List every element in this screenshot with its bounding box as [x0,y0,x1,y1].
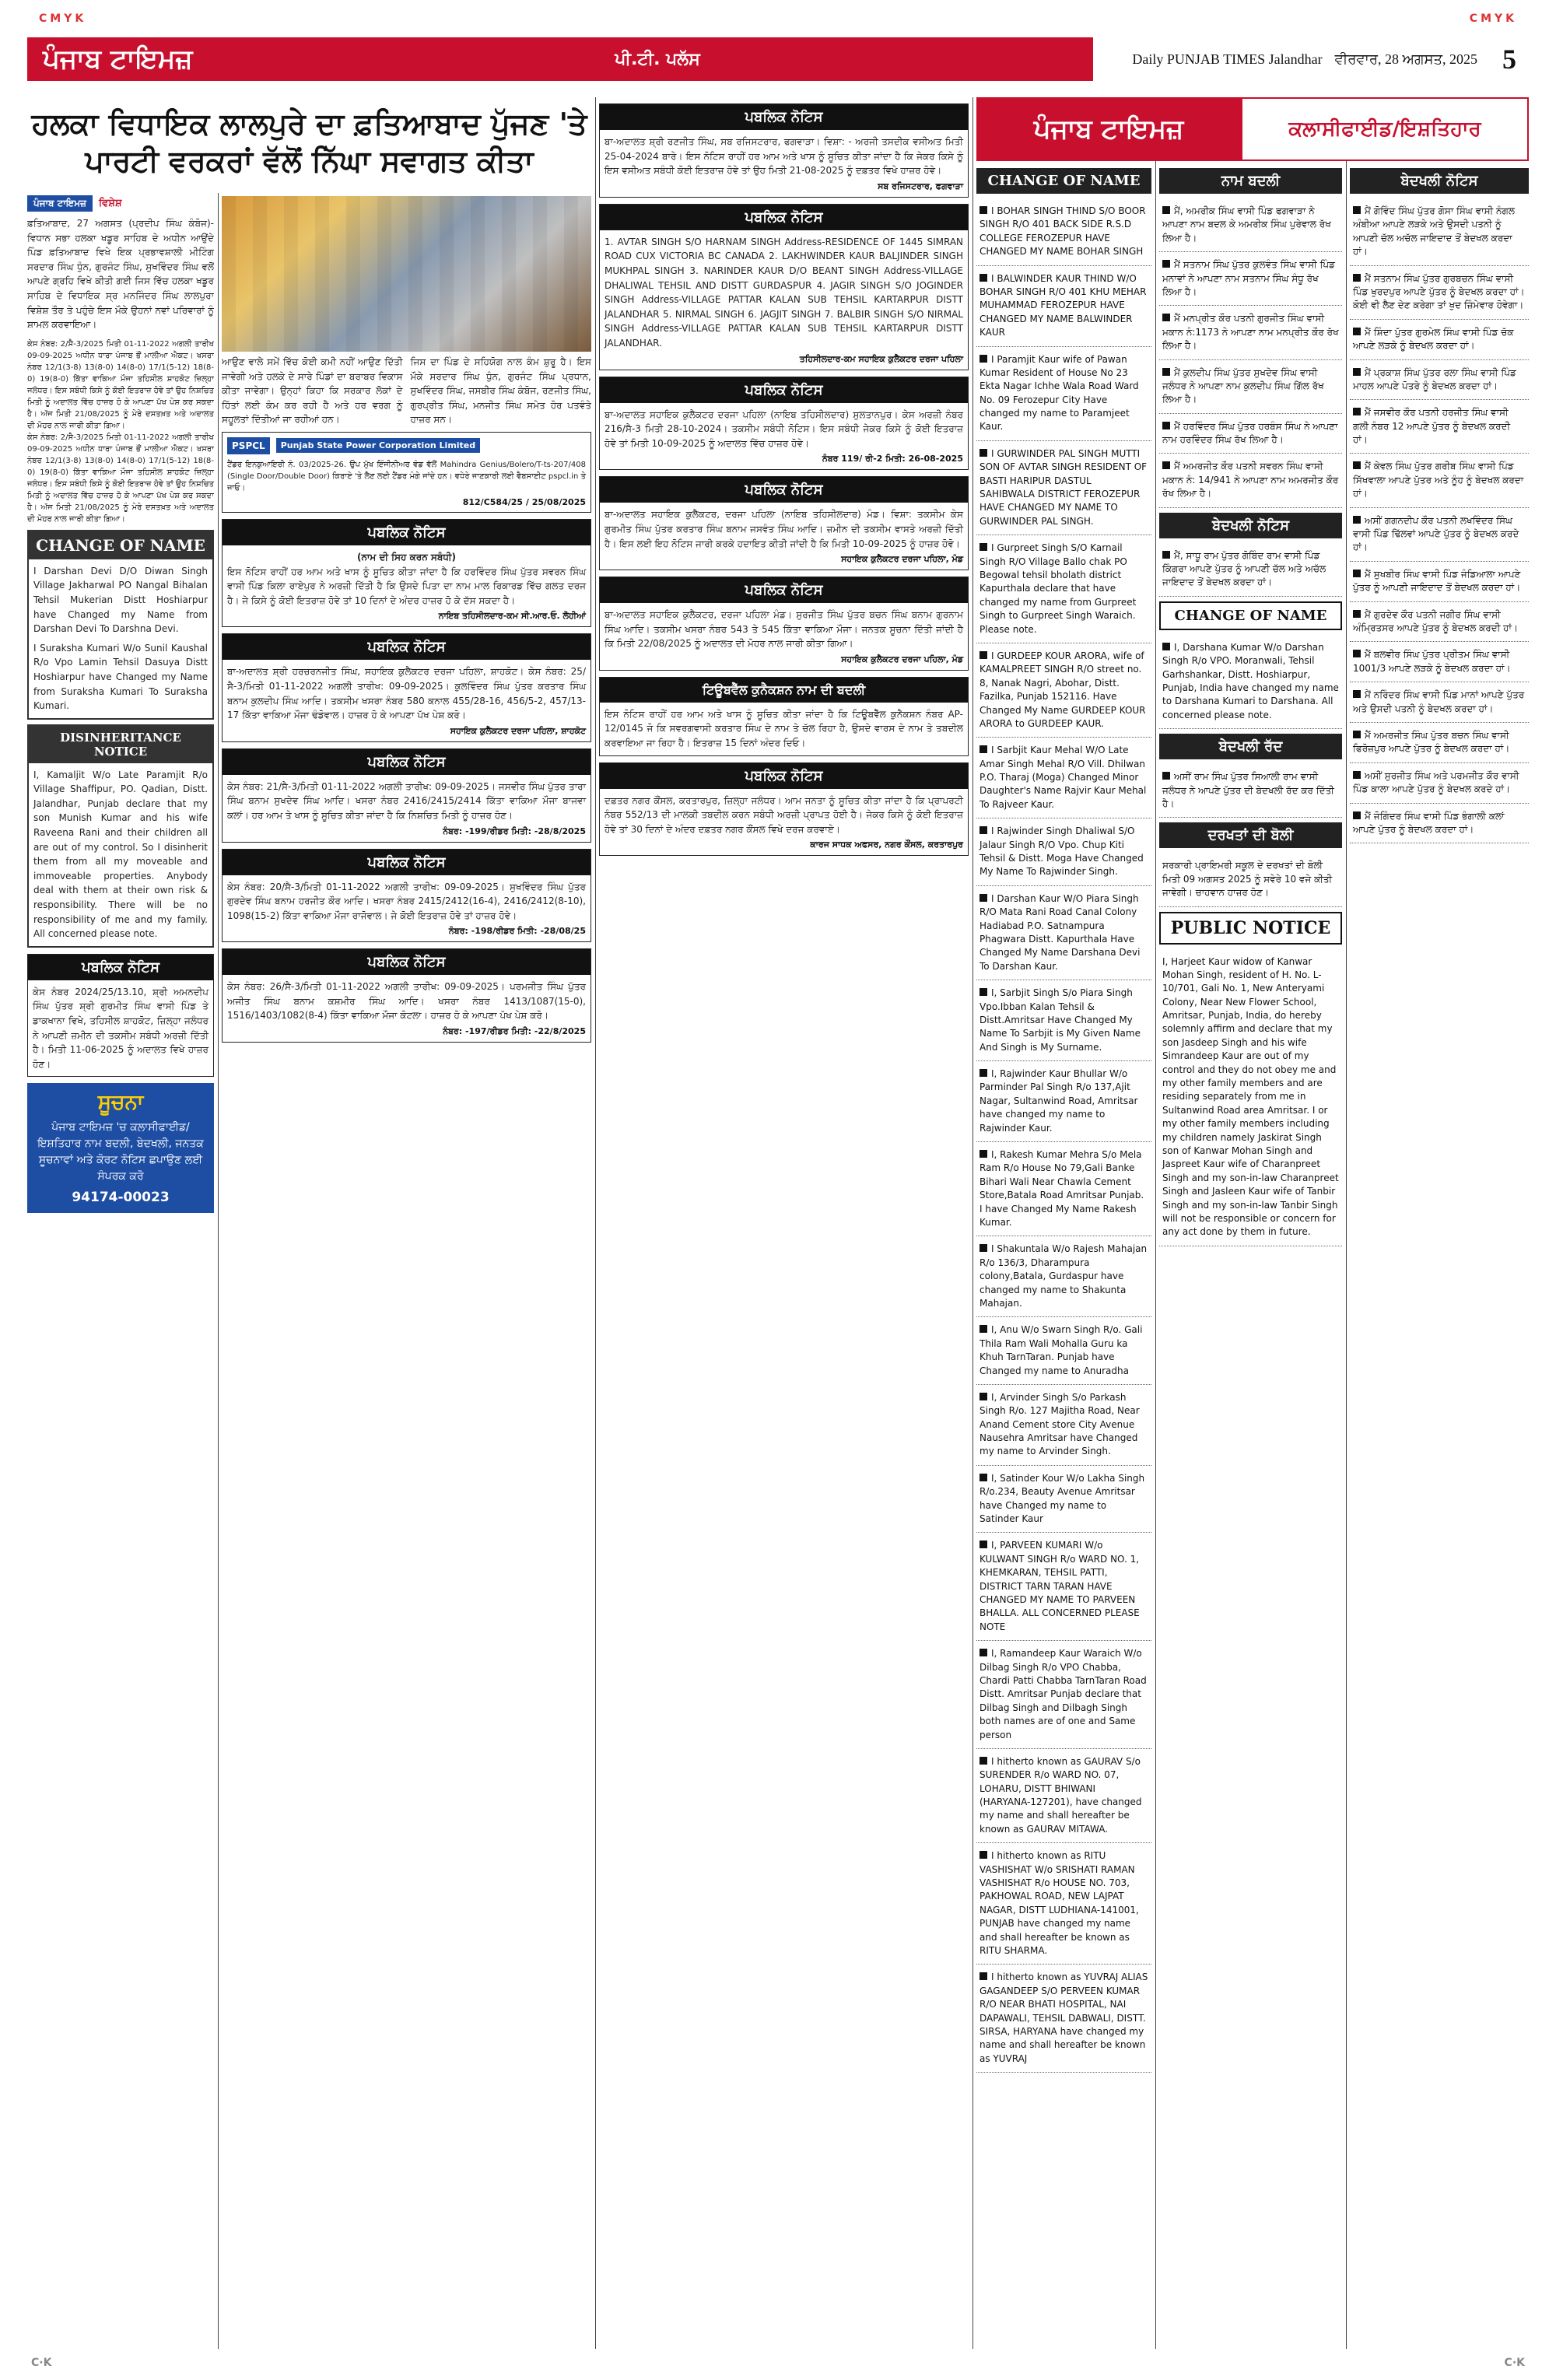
classified-entry [976,266,1151,347]
classified-entry [1159,764,1342,818]
classified-entry [1159,360,1342,414]
public-notice-title: ਪਬਲਿਕ ਨੋਟਿਸ [600,763,968,789]
bullet-icon [980,1649,987,1656]
bullet-icon [980,1069,987,1077]
classified-entry-text: I GURDEEP KOUR ARORA, wife of KAMALPREET SINGH R/O street no. 8, Nanak Nagri, Abohar, Distt. Fazilka, Punjab 152116. Have Changed My Name GURDEEP KOUR ARORA to GURDEEP KAUR. [980,650,1146,729]
classified-entry-text: ਮੈਂ, ਸਾਧੂ ਰਾਮ ਪੁੱਤਰ ਗੋਬਿੰਦ ਰਾਮ ਵਾਸੀ ਪਿੰਡ ਕਿੰਗਰਾ ਆਪਣੇ ਪੁੱਤਰ ਨੂੰ ਆਪਣੀ ਚੱਲ ਅਤੇ ਅਚੱਲ ਜਾਇਦਾਦ ਤੋਂ ਬੇਦਖਲ ਕਰਦਾ ਹਾਂ। [1162,549,1326,588]
registration-mark-right: CMYK [1469,12,1517,25]
bullet-icon [980,1474,987,1481]
bullet-icon [1162,772,1170,780]
bullet-icon [980,1244,987,1252]
classified-entry [976,886,1151,980]
classified-entry-text: I Darshan Kaur W/O Piara Singh R/O Mata Rani Road Canal Colony Hadiabad P.O. Satnampura Phagwara Distt. Kapurthala Have Changed My Name Darshana Devi To Darshan Kaur. [980,892,1141,972]
public-notice-title: ਪਬਲਿਕ ਨੋਟਿਸ [600,205,968,230]
bullet-icon [1353,206,1361,214]
classified-entry [976,347,1151,441]
byline-tag: ਪੰਜਾਬ ਟਾਇਮਜ਼ [27,195,93,212]
bullet-icon [980,543,987,551]
public-notice-body: ਬਾ-ਅਦਾਲਤ ਸਹਾਇਕ ਕੁਲੈਕਟਰ ਦਰਜਾ ਪਹਿਲਾ (ਨਾਇਬ ਤਹਿਸੀਲਦਾਰ) ਸੁਲਤਾਨਪੁਰ। ਕੇਸ ਅਰਜ਼ੀ ਨੰਬਰ 216/ਸੈ-3 ਮਿਤੀ 28-10-2024। ਤਕਸੀਮ ਸਬੰਧੀ ਨੋਟਿਸ। ਇਸ ਸਬੰਧੀ ਜੇਕਰ ਕਿਸੇ ਨੂੰ ਕੋਈ ਇਤਰਾਜ਼ ਹੋਵੇ ਤਾਂ ਮਿਤੀ 10-09-2025 ਨੂੰ ਅਦਾਲਤ ਵਿੱਚ ਹਾਜ਼ਰ ਹੋਵੇ। [605,408,963,449]
classified-entry-text: ਮੈਂ ਕੁਲਦੀਪ ਸਿੰਘ ਪੁੱਤਰ ਸੁਖਦੇਵ ਸਿੰਘ ਵਾਸੀ ਜਲੰਧਰ ਨੇ ਆਪਣਾ ਨਾਮ ਕੁਲਦੀਪ ਸਿੰਘ ਗਿੱਲ ਰੱਖ ਲਿਆ ਹੈ। [1162,366,1324,405]
bedakhli-heading: ਬੇਦਖਲੀ ਨੋਟਿਸ [1159,513,1342,538]
bullet-icon [1162,461,1170,469]
lead-body-1: ਫ਼ਤਿਆਬਾਦ, 27 ਅਗਸਤ (ਪ੍ਰਦੀਪ ਸਿੰਘ ਕੰਬੋਜ)- ਵਿਧਾਨ ਸਭਾ ਹਲਕਾ ਖਡੂਰ ਸਾਹਿਬ ਦੇ ਅਧੀਨ ਆਉਂਦੇ ਪਿੰਡ ਫ਼ਤਿਆਬਾਦ ਵਿਖੇ ਇਕ ਪ੍ਰਭਾਵਸ਼ਾਲੀ ਮੀਟਿੰਗ ਸਰਦਾਰ ਸਿੰਘ ਧੁੰਨ, ਗੁਰਜੰਟ ਸਿੰਘ, ਸੁਖਵਿੰਦਰ ਸਿੰਘ ਵਲੋਂ ਆਪਣੇ ਗ੍ਰਹਿ ਵਿਖੇ ਕੀਤੀ ਗਈ ਜਿਸ ਵਿੱਚ ਹਲਕਾ ਖਡੂਰ ਸਾਹਿਬ ਦੇ ਵਿਧਾਇਕ ਸ੍ਰ ਮਨਜਿੰਦਰ ਸਿੰਘ ਲਾਲਪੁਰਾ ਵਿਸ਼ੇਸ਼ ਤੌਰ ਤੇ ਪਹੁੰਚੇ ਇਸ ਮੌਕੇ ਉਹਨਾਂ ਨਵਾਂ ਪਰਿਵਾਰਾਂ ਨੂੰ ਸ਼ਾਮਲ ਕਰਵਾਇਆ। [27,218,214,331]
public-notice-signature: ਨੰਬਰ 119/ ਰੀ-2 ਮਿਤੀ: 26-08-2025 [822,454,963,464]
classified-entry [1350,562,1529,602]
bullet-icon [1162,551,1170,559]
public-notice-signature: ਸਹਾਇਕ ਕੁਲੈਕਟਰ ਦਰਜਾ ਪਹਿਲਾ, ਸ਼ਾਹਕੋਟ [450,725,586,736]
bullet-icon [1353,811,1361,819]
lead-body-2: ਆਉਣ ਵਾਲੇ ਸਮੇਂ ਵਿੱਚ ਕੋਈ ਕਮੀ ਨਹੀਂ ਆਉਣ ਦਿੱਤੀ ਜਾਵੇਗੀ ਅਤੇ ਹਲਕੇ ਦੇ ਸਾਰੇ ਪਿੰਡਾਂ ਦਾ ਬਰਾਬਰ ਵਿਕਾਸ ਕੀਤਾ ਜਾਵੇਗਾ। ਉਨ੍ਹਾਂ ਕਿਹਾ ਕਿ ਸਰਕਾਰ ਲੋਕਾਂ ਦੇ ਹਿੱਤਾਂ ਲਈ ਕੰਮ ਕਰ ਰਹੀ ਹੈ ਅਤੇ ਹਰ ਵਰਗ ਨੂੰ ਸਹੂਲਤਾਂ ਦਿੱਤੀਆਂ ਜਾ ਰਹੀਆਂ ਹਨ। [222,356,403,426]
public-notice [222,519,591,627]
public-notice [599,577,969,671]
classified-entry-text: I, Satinder Kour W/o Lakha Singh R/o.234, Beauty Avenue Amritsar have Changed my name to Satinder Kaur [980,1472,1145,1525]
tree-auction-heading: ਦਰਖਤਾਂ ਦੀ ਬੋਲੀ [1159,822,1342,848]
tubewell-notice-body: ਇਸ ਨੋਟਿਸ ਰਾਹੀਂ ਹਰ ਆਮ ਅਤੇ ਖਾਸ ਨੂੰ ਸੂਚਿਤ ਕੀਤਾ ਜਾਂਦਾ ਹੈ ਕਿ ਟਿਊਬਵੈੱਲ ਕੁਨੈਕਸ਼ਨ ਨੰਬਰ AP-12/0145 ਜੋ ਕਿ ਸਵਰਗਵਾਸੀ ਕਰਤਾਰ ਸਿੰਘ ਦੇ ਨਾਮ ਤੇ ਚੱਲ ਰਿਹਾ ਹੈ, ਉਸਦੇ ਵਾਰਸ ਦੇ ਨਾਮ ਤੇ ਤਬਦੀਲ ਕਰਵਾਇਆ ਜਾ ਰਿਹਾ ਹੈ। ਇਤਰਾਜ਼ 15 ਦਿਨਾਂ ਅੰਦਰ ਦਿਓ। [605,708,963,749]
bullet-icon [980,1150,987,1158]
public-notice-signature: ਕਾਰਜ ਸਾਧਕ ਅਫਸਰ, ਨਗਰ ਕੌਂਸਲ, ਕਰਤਾਰਪੁਰ [810,839,963,850]
classified-entry-text: ਮੈਂ ਸਤਨਾਮ ਸਿੰਘ ਪੁੱਤਰ ਕੁਲਵੰਤ ਸਿੰਘ ਵਾਸੀ ਪਿੰਡ ਮਨਾਵਾਂ ਨੇ ਆਪਣਾ ਨਾਮ ਸਤਨਾਮ ਸਿੰਘ ਸੰਧੂ ਰੱਖ ਲਿਆ ਹੈ। [1162,259,1335,297]
classified-entry [1350,642,1529,682]
masthead [27,37,1529,81]
public-notice-subtitle: (ਨਾਮ ਦੀ ਸਿਹ ਕਰਨ ਸਬੰਧੀ) [356,551,457,563]
bullet-icon [1353,771,1361,779]
byline-tag-special: ਵਿਸ਼ੇਸ਼ [98,198,122,209]
classified-entry [976,1236,1151,1317]
classified-entry [1350,454,1529,507]
classified-entry [1159,454,1342,507]
pspcl-tender-ad [222,432,591,513]
info-title: ਸੂਚਨਾ [97,1091,144,1115]
classified-entry-text: I BALWINDER KAUR THIND W/O BOHAR SINGH R/O 401 KHU MEHAR MUHAMMAD FEROZEPUR HAVE CHANGED MY NAME BALWINDER KAUR [980,272,1147,338]
masthead-meta [1093,37,1529,81]
byline [27,195,214,212]
bedakhli-list [1350,198,1529,843]
classified-logo: ਪੰਜਾਬ ਟਾਇਮਜ਼ [976,97,1241,161]
classified-entry [1350,763,1529,804]
change-of-name-box [27,530,214,720]
bullet-icon [980,1757,987,1765]
public-notice-body: ਇਸ ਨੋਟਿਸ ਰਾਹੀਂ ਹਰ ਆਮ ਅਤੇ ਖਾਸ ਨੂੰ ਸੂਚਿਤ ਕੀਤਾ ਜਾਂਦਾ ਹੈ ਕਿ ਹਰਵਿੰਦਰ ਸਿੰਘ ਪੁੱਤਰ ਸਵਰਨ ਸਿੰਘ ਵਾਸੀ ਪਿੰਡ ਕਿਲਾ ਰਾਏਪੁਰ ਨੇ ਅਰਜ਼ੀ ਦਿੱਤੀ ਹੈ ਕਿ ਉਸਦੇ ਪਿਤਾ ਦਾ ਨਾਮ ਮਾਲ ਰਿਕਾਰਡ ਵਿੱਚ ਗਲਤ ਦਰਜ ਹੈ। ਜੇ ਕਿਸੇ ਨੂੰ ਕੋਈ ਇਤਰਾਜ਼ ਹੋਵੇ ਤਾਂ 10 ਦਿਨਾਂ ਦੇ ਅੰਦਰ ਹਾਜ਼ਰ ਹੋ ਕੇ ਦੱਸ ਸਕਦਾ ਹੈ। [227,566,586,606]
classified-entry-text: I, Darshana Kumar W/o Darshan Singh R/o VPO. Moranwali, Tehsil Garhshankar, Distt. Hoshiarpur, Punjab, India have changed my name to Darshana Kumari to Darshana. All concerned please note. [1162,641,1339,720]
classified-entry [1159,414,1342,454]
public-notice [222,633,591,741]
classified-title: ਕਲਾਸੀਫਾਈਡ/ਇਸ਼ਤਿਹਾਰ [1241,97,1529,161]
bullet-icon [1162,368,1170,376]
classified-entry-text: ਮੈਂ ਮਨਪ੍ਰੀਤ ਕੌਰ ਪਤਨੀ ਗੁਰਜੀਤ ਸਿੰਘ ਵਾਸੀ ਮਕਾਨ ਨੰ:1173 ਨੇ ਆਪਣਾ ਨਾਮ ਮਨਪ੍ਰੀਤ ਕੌਰ ਰੱਖ ਲਿਆ ਹੈ। [1162,313,1339,352]
public-notice [222,849,591,943]
public-notice-signature: ਨੰਬਰ: -197/ਰੀਡਰ ਮਿਤੀ: -22/8/2025 [443,1026,586,1037]
classified-entry-text: ਅਸੀਂ ਰਾਮ ਸਿੰਘ ਪੁੱਤਰ ਸਿਆਲੀ ਰਾਮ ਵਾਸੀ ਜਲੰਧਰ ਨੇ ਆਪਣੇ ਪੁੱਤਰ ਦੀ ਬੇਦਖਲੀ ਰੱਦ ਕਰ ਦਿੱਤੀ ਹੈ। [1162,771,1334,809]
public-notice-body: ਕੇਸ ਨੰਬਰ: 21/ਸੈ-3/ਮਿਤੀ 01-11-2022 ਅਗਲੀ ਤਾਰੀਖ: 09-09-2025। ਜਸਵੀਰ ਸਿੰਘ ਪੁੱਤਰ ਤਾਰਾ ਸਿੰਘ ਬਨਾਮ ਸੁਖਦੇਵ ਸਿੰਘ ਆਦਿ। ਖਸਰਾ ਨੰਬਰ 2416/2415/2414 ਕਿੱਤਾ ਵਾਕਿਆ ਮੌਜਾ ਬਾਜਵਾ ਕਲਾਂ। ਹਰ ਆਮ ਤੇ ਖਾਸ ਨੂੰ ਸੂਚਿਤ ਕੀਤਾ ਜਾਂਦਾ ਹੈ ਕਿ ਨਿਸ਼ਚਿਤ ਮਿਤੀ ਨੂੰ ਹਾਜ਼ਰ ਹੋਣ। [227,780,586,821]
classified-entry [976,535,1151,643]
change-of-name-entry: I Darshan Devi D/O Diwan Singh Village Jakharwal PO Nangal Bihalan Tehsil Mukerian Distt Hoshiarpur have Changed my Name from Darshan Devi To Darshna Devi. [33,565,208,635]
classified-entry [976,1965,1151,2073]
pspcl-logo-mark: PSPCL [227,437,270,454]
bullet-icon [1353,610,1361,618]
classified-entry [976,1061,1151,1142]
classified-entry-text: I BOHAR SINGH THIND S/O BOOR SINGH R/O 401 BACK SIDE R.S.D COLLEGE FEROZEPUR HAVE CHANGED MY NAME BOHAR SINGH [980,205,1146,258]
public-notice [222,748,591,843]
bullet-icon [1353,274,1361,282]
classified-entry [976,198,1151,266]
classified-entry [1350,198,1529,266]
classified-entry [976,1843,1151,1965]
classified-entry-text: ਮੈਂ ਸੁਖਬੀਰ ਸਿੰਘ ਵਾਸੀ ਪਿੰਡ ਜੰਡਿਆਲਾ ਆਪਣੇ ਪੁੱਤਰ ਨੂੰ ਆਪਣੀ ਜਾਇਦਾਦ ਤੋਂ ਬੇਦਖਲ ਕਰਦਾ ਹਾਂ। [1353,568,1521,594]
public-notice-title: ਪਬਲਿਕ ਨੋਟਿਸ [223,520,591,545]
contact-info-box [27,1083,214,1213]
bullet-icon [980,1851,987,1859]
public-notice-body: I, Harjeet Kaur widow of Kanwar Mohan Singh, resident of H. No. L-10/701, Gali No. 1, New Anteryami Colony, Near New Flower School, Amritsar, Punjab, India, do hereby solemnly affirm and declare that my son Jasdeep Singh and his wife Simrandeep Kaur are out of my control and they do not obey me and my other family members and are residing separately from me in Sultanwind Road area Amritsar. I or my other family members including my children namely Jaskirat Singh son of Kanwar Mohan Singh and Jaspreet Kaur wife of Charanpreet Singh and my son-in-law Charanpreet Singh and Jasleen Kaur wife of Tanbir Singh and my son-in-law Tanbir Singh will not be responsible or concern for any act done by them in future. [1159,949,1342,1246]
bullet-icon [1353,650,1361,657]
bullet-icon [1162,314,1170,321]
page-number: 5 [1502,44,1516,75]
public-notice [599,377,969,471]
classified-entry [1350,602,1529,643]
public-notice-body: ਬਾ-ਅਦਾਲਤ ਸ਼੍ਰੀ ਹਰਚਰਨਜੀਤ ਸਿੰਘ, ਸਹਾਇਕ ਕੁਲੈਕਟਰ ਦਰਜਾ ਪਹਿਲਾ, ਸ਼ਾਹਕੋਟ। ਕੇਸ ਨੰਬਰ: 25/ਸੈ-3/ਮਿਤੀ 01-11-2022 ਅਗਲੀ ਤਾਰੀਖ: 09-09-2025। ਕੁਲਵਿੰਦਰ ਸਿੰਘ ਪੁੱਤਰ ਕਰਤਾਰ ਸਿੰਘ ਬਨਾਮ ਕੁਲਦੀਪ ਸਿੰਘ ਆਦਿ। ਤਕਸੀਮ ਖਸਰਾ ਨੰਬਰ 580 ਕਨਾਲ 455/28-16, 456/5-2, 457/13-17 ਕਿੱਤਾ ਵਾਕਿਆ ਮੌਜਾ ਢੰਡੋਵਾਲ। ਹਾਜ਼ਰ ਹੋ ਕੇ ਆਪਣਾ ਪੱਖ ਪੇਸ਼ ਕਰੋ। [227,666,586,721]
tubewell-notice [599,677,969,756]
column-4 [976,163,1151,2349]
public-notice-signature: ਨਾਇਬ ਤਹਿਸੀਲਦਾਰ-ਕਮ ਸੀ.ਆਰ.ਓ. ਲੋਹੀਆਂ [438,611,586,622]
classified-entry [976,1749,1151,1843]
public-notice-title: ਪਬਲਿਕ ਨੋਟਿਸ [600,104,968,130]
change-of-name-heading: CHANGE OF NAME [1159,601,1342,630]
public-notice-title: ਪਬਲਿਕ ਨੋਟਿਸ [600,377,968,403]
change-of-name-entry: I Suraksha Kumari W/o Sunil Kaushal R/o Vpo Lamin Tehsil Dasuya Distt Hoshiarpur have Changed my Name from Suraksha Kumari To Suraksha Kumari. [33,642,208,712]
disinheritance-title: DISINHERITANCE NOTICE [29,726,212,763]
classified-entry [1159,635,1342,729]
public-notice [599,762,969,857]
classified-header [976,97,1529,161]
bullet-icon [1162,422,1170,429]
classified-entry [976,738,1151,818]
classified-entry-text: ਮੈਂ ਕੇਵਲ ਸਿੰਘ ਪੁੱਤਰ ਗਰੀਬ ਸਿੰਘ ਵਾਸੀ ਪਿੰਡ ਸਿੱਖਵਾਲਾ ਆਪਣੇ ਪੁੱਤਰ ਅਤੇ ਨੂੰਹ ਨੂੰ ਬੇਦਖਲ ਕਰਦਾ ਹਾਂ। [1353,461,1524,499]
bullet-icon [980,745,987,753]
news-photo [222,196,591,352]
bullet-icon [980,651,987,659]
column-1 [27,191,214,2349]
column-rule [972,97,973,2349]
column-3 [599,97,969,2349]
public-notice-body: ਬਾ-ਅਦਾਲਤ ਸਹਾਇਕ ਕੁਲੈਕਟਰ, ਦਰਜਾ ਪਹਿਲਾ ਮੰਡ। ਸੁਰਜੀਤ ਸਿੰਘ ਪੁੱਤਰ ਬਚਨ ਸਿੰਘ ਬਨਾਮ ਗੁਰਨਾਮ ਸਿੰਘ ਆਦਿ। ਤਕਸੀਮ ਖਸਰਾ ਨੰਬਰ 543 ਤੇ 545 ਕਿੱਤਾ ਵਾਕਿਆ ਮੌਜਾ। ਜਨਤਕ ਸੂਚਨਾ ਦਿੱਤੀ ਜਾਂਦੀ ਹੈ ਕਿ ਮਿਤੀ 22/08/2025 ਨੂੰ ਅਦਾਲਤ ਦੀ ਮੋਹਰ ਨਾਲ ਜਾਰੀ ਕੀਤਾ ਗਿਆ। [605,609,963,650]
classified-entry-text: ਅਸੀਂ ਸੁਰਜੀਤ ਸਿੰਘ ਅਤੇ ਪਰਮਜੀਤ ਕੌਰ ਵਾਸੀ ਪਿੰਡ ਕਾਲਾ ਆਪਣੇ ਪੁੱਤਰ ਨੂੰ ਬੇਦਖਲ ਕਰਦੇ ਹਾਂ। [1353,769,1519,795]
bullet-icon [980,355,987,363]
tree-auction-body: ਸਰਕਾਰੀ ਪ੍ਰਾਇਮਰੀ ਸਕੂਲ ਦੇ ਦਰਖਤਾਂ ਦੀ ਬੋਲੀ ਮਿਤੀ 09 ਅਗਸਤ 2025 ਨੂੰ ਸਵੇਰੇ 10 ਵਜੇ ਕੀਤੀ ਜਾਵੇਗੀ। ਚਾਹਵਾਨ ਹਾਜ਼ਰ ਹੋਣ। [1159,853,1342,906]
column-5 [1159,163,1342,2349]
classified-entry [1350,508,1529,562]
classified-entry [1350,360,1529,401]
public-notice-title: ਪਬਲਿਕ ਨੋਟਿਸ [223,749,591,775]
classified-entry [1159,252,1342,306]
column-6 [1350,163,1529,2349]
bullet-icon [1162,260,1170,268]
classified-entry-text: I hitherto known as YUVRAJ ALIAS GAGANDEEP S/O PERVEEN KUMAR R/O NEAR BHATI HOSPITAL, NAI DAPAWALI, TEHSIL DABWALI, DISTT. SIRSA, HARYANA have changed my name and shall hereafter be known as YUVRAJ [980,1972,1148,2064]
bullet-icon [980,1541,987,1548]
public-notice-signature: ਨੰਬਰ: -199/ਰੀਡਰ ਮਿਤੀ: -28/8/2025 [443,825,586,836]
public-notice [222,948,591,1043]
bullet-icon [1353,731,1361,738]
public-notice-title: ਪਬਲਿਕ ਨੋਟਿਸ [223,949,591,975]
classified-entry-text: I, Rakesh Kumar Mehra S/o Mela Ram R/o House No 79,Gali Banke Bihari Wali Near Chawla Cement Store,Batala Road Amritsar Punjab. I have Changed My Name Rakesh Kumar. [980,1149,1144,1228]
classified-entry-text: I Gurpreet Singh S/O Karnail Singh R/O Village Ballo chak PO Begowal tehsil bholath district Kapurthala declare that have changed my name from Gurpreet Singh to Gurpreet Singh Waraich. Please note. [980,542,1137,635]
bedakhli-list [1159,543,1342,597]
classified-entry-text: I, Anu W/o Swarn Singh R/o. Gali Thila Ram Wali Mohalla Guru ka Khuh TarnTaran. Punjab have Changed my name to Anuradha [980,1324,1143,1376]
classified-entry [1350,682,1529,723]
change-of-name-heading: CHANGE OF NAME [976,168,1151,194]
public-notice-title: ਪਬਲਿਕ ਨੋਟਿਸ [600,477,968,503]
bedakhli-radd-list [1159,764,1342,818]
classified-entry [976,980,1151,1061]
bullet-icon [980,826,987,834]
public-notice [27,954,214,1078]
lead-headline: ਹਲਕਾ ਵਿਧਾਇਕ ਲਾਲਪੁਰੇ ਦਾ ਫ਼ਤਿਆਬਾਦ ਪੁੱਜਣ 'ਤੇ ਪਾਰਟੀ ਵਰਕਰਾਂ ਵੱਲੋਂ ਨਿੱਘਾ ਸਵਾਗਤ ਕੀਤਾ [31,106,587,178]
bullet-icon [980,274,987,282]
column-2 [222,193,591,2349]
classified-entry [976,1317,1151,1385]
public-notice-signature: ਸਬ ਰਜਿਸਟਰਾਰ, ਫਗਵਾੜਾ [878,181,963,191]
classified-entry-text: I Rajwinder Singh Dhaliwal S/O Jalaur Singh R/O Vpo. Chup Kiti Tehsil & Distt. Moga Have Changed My Name To Rajwinder Singh. [980,825,1144,878]
classified-entry [1350,723,1529,763]
footer-mark-right: C·K [1504,2357,1525,2369]
classified-entry-text: ਮੈਂ ਗੁਰਦੇਵ ਕੌਰ ਪਤਨੀ ਜਗੀਰ ਸਿੰਘ ਵਾਸੀ ਅੰਮ੍ਰਿਤਸਰ ਆਪਣੇ ਪੁੱਤਰ ਨੂੰ ਬੇਦਖਲ ਕਰਦੀ ਹਾਂ। [1353,608,1518,633]
pspcl-tender-body: ਟੈਂਡਰ ਇਨਕੁਆਇਰੀ ਨੰ. 03/2025-26. ਉਪ ਮੁੱਖ ਇੰਜੀਨੀਅਰ ਵੰਡ ਵੱਲੋਂ Mahindra Genius/Bolero/T-ts-207/408 (Single Door/Double Door) ਕਿਰਾਏ 'ਤੇ ਲੈਣ ਲਈ ਟੈਂਡਰ ਮੰਗੇ ਜਾਂਦੇ ਹਨ। ਵਧੇਰੇ ਜਾਣਕਾਰੀ ਲਈ ਵੈਬਸਾਈਟ pspcl.in ਤੇ ਜਾਓ। [227,460,586,492]
issue-date: ਵੀਰਵਾਰ, 28 ਅਗਸਤ, 2025 [1334,51,1477,67]
classified-entry [1159,306,1342,359]
classified-entry-text: I hitherto known as RITU VASHISHAT W/o SRISHATI RAMAN VASHISHAT R/o HOUSE NO. 703, PAKHOWAL ROAD, NEW LAJPAT NAGAR, DISTT LUDHIANA-141001, PUNJAB have changed my name and shall hereafter be known as RITU SHARMA. [980,1850,1139,1956]
classified-entry-text: ਮੈਂ ਪ੍ਰਕਾਸ਼ ਸਿੰਘ ਪੁੱਤਰ ਰਲਾ ਸਿੰਘ ਵਾਸੀ ਪਿੰਡ ਮਾਹਲ ਆਪਣੇ ਪੋਤਰੇ ਨੂੰ ਬੇਦਖਲ ਕਰਦਾ ਹਾਂ। [1353,366,1516,391]
change-of-name-list [976,198,1151,2073]
public-notice-signature: ਸਹਾਇਕ ਕੁਲੈਕਟਰ ਦਰਜਾ ਪਹਿਲਾ, ਮੰਡ [841,554,963,565]
paper-name: Daily PUNJAB TIMES Jalandhar [1132,51,1323,67]
classified-entry [976,441,1151,535]
lead-side-notice-repeat: ਕੇਸ ਨੰਬਰ: 2/ਸੈ-3/2025 ਮਿਤੀ 01-11-2022 ਅਗਲੀ ਤਾਰੀਖ 09-09-2025 ਅਧੀਨ ਧਾਰਾ ਪੰਜਾਬ ਭੌਂ ਮਾਲੀਆ ਐਕਟ। ਖਸਰਾ ਨੰਬਰ 12/1(3-8) 13(8-0) 14(8-0) 17/1(5-12) 18(8-0) 19(8-0) ਕਿੱਤਾ ਵਾਕਿਆ ਮੌਜਾ ਤਹਿਸੀਲ ਸ਼ਾਹਕੋਟ ਜ਼ਿਲ੍ਹਾ ਜਲੰਧਰ। ਇਸ ਸਬੰਧੀ ਕਿਸੇ ਨੂੰ ਕੋਈ ਇਤਰਾਜ਼ ਹੋਵੇ ਤਾਂ ਉਹ ਨਿਸ਼ਚਿਤ ਮਿਤੀ ਨੂੰ ਅਦਾਲਤ ਵਿੱਚ ਹਾਜ਼ਰ ਹੋ ਕੇ ਆਪਣਾ ਪੱਖ ਪੇਸ਼ ਕਰ ਸਕਦਾ ਹੈ। ਅੱਜ ਮਿਤੀ 21/08/2025 ਨੂੰ ਮੇਰੇ ਦਸਤਖ਼ਤ ਅਤੇ ਅਦਾਲਤ ਦੀ ਮੋਹਰ ਨਾਲ ਜਾਰੀ ਕੀਤਾ ਗਿਆ। [27,433,214,524]
public-notice-body: ਬਾ-ਅਦਾਲਤ ਸਹਾਇਕ ਕੁਲੈਕਟਰ, ਦਰਜਾ ਪਹਿਲਾ (ਨਾਇਬ ਤਹਿਸੀਲਦਾਰ) ਮੰਡ। ਵਿਸ਼ਾ: ਤਕਸੀਮ ਕੇਸ ਗੁਰਮੀਤ ਸਿੰਘ ਪੁੱਤਰ ਕਰਤਾਰ ਸਿੰਘ ਬਨਾਮ ਜਸਵੰਤ ਸਿੰਘ ਆਦਿ। ਜ਼ਮੀਨ ਦੀ ਤਕਸੀਮ ਵਾਸਤੇ ਅਰਜ਼ੀ ਦਿੱਤੀ ਹੈ। ਇਸ ਲਈ ਇਹ ਨੋਟਿਸ ਜਾਰੀ ਕਰਕੇ ਹਦਾਇਤ ਕੀਤੀ ਜਾਂਦੀ ਹੈ ਕਿ ਮਿਤੀ 10-09-2025 ਨੂੰ ਹਾਜ਼ਰ ਹੋਵੋ। [605,509,963,549]
bullet-icon [1353,570,1361,577]
public-notice-body: ਬਾ-ਅਦਾਲਤ ਸ਼੍ਰੀ ਰਣਜੀਤ ਸਿੰਘ, ਸਬ ਰਜਿਸਟਰਾਰ, ਫਗਵਾੜਾ। ਵਿਸ਼ਾ: - ਅਰਜੀ ਤਸਦੀਕ ਵਸੀਅਤ ਮਿਤੀ 25-04-2024 ਬਾਰੇ। ਇਸ ਨੋਟਿਸ ਰਾਹੀਂ ਹਰ ਆਮ ਅਤੇ ਖਾਸ ਨੂੰ ਸੂਚਿਤ ਕੀਤਾ ਜਾਂਦਾ ਹੈ ਕਿ ਜੇਕਰ ਕਿਸੇ ਨੂੰ ਇਸ ਵਸੀਅਤ ਸਬੰਧੀ ਕੋਈ ਇਤਰਾਜ਼ ਹੋਵੇ ਤਾਂ ਉਹ ਮਿਤੀ 21-08-2025 ਨੂੰ ਦਫ਼ਤਰ ਵਿਖੇ ਹਾਜ਼ਰ ਹੋਵੇ। [605,136,963,177]
classified-entry [1350,266,1529,320]
classified-entry [1350,804,1529,844]
bullet-icon [980,1325,987,1333]
public-notice-signature: ਨੰਬਰ: -198/ਰੀਡਰ ਮਿਤੀ: -28/08/25 [448,926,586,937]
tubewell-notice-title: ਟਿਊਬਵੈੱਲ ਕੁਨੈਕਸ਼ਨ ਨਾਮ ਦੀ ਬਦਲੀ [600,678,968,703]
column-rule [595,97,596,2349]
bedakhli-radd-heading: ਬੇਦਖਲੀ ਰੱਦ [1159,734,1342,759]
public-notice-body: ਕੇਸ ਨੰਬਰ 2024/25/13.10, ਸ਼੍ਰੀ ਅਮਨਦੀਪ ਸਿੰਘ ਪੁੱਤਰ ਸ਼੍ਰੀ ਗੁਰਮੀਤ ਸਿੰਘ ਵਾਸੀ ਪਿੰਡ ਤੇ ਡਾਕਖਾਨਾ ਵਿਖੇ, ਤਹਿਸੀਲ ਸ਼ਾਹਕੋਟ, ਜ਼ਿਲ੍ਹਾ ਜਲੰਧਰ ਨੇ ਆਪਣੀ ਜ਼ਮੀਨ ਦੀ ਤਕਸੀਮ ਸਬੰਧੀ ਅਰਜ਼ੀ ਦਿੱਤੀ ਹੈ। ਮਿਤੀ 11-06-2025 ਨੂੰ ਅਦਾਲਤ ਵਿਖੇ ਹਾਜ਼ਰ ਹੋਣ। [33,986,209,1070]
public-notice-body: ਦਫ਼ਤਰ ਨਗਰ ਕੌਂਸਲ, ਕਰਤਾਰਪੁਰ, ਜ਼ਿਲ੍ਹਾ ਜਲੰਧਰ। ਆਮ ਜਨਤਾ ਨੂੰ ਸੂਚਿਤ ਕੀਤਾ ਜਾਂਦਾ ਹੈ ਕਿ ਪ੍ਰਾਪਰਟੀ ਨੰਬਰ 552/13 ਦੀ ਮਾਲਕੀ ਤਬਦੀਲ ਕਰਨ ਸਬੰਧੀ ਅਰਜ਼ੀ ਪ੍ਰਾਪਤ ਹੋਈ ਹੈ। ਜੇਕਰ ਕਿਸੇ ਨੂੰ ਕੋਈ ਇਤਰਾਜ਼ ਹੋਵੇ ਤਾਂ 30 ਦਿਨਾਂ ਦੇ ਅੰਦਰ ਦਫ਼ਤਰ ਨਗਰ ਕੌਂਸਲ ਵਿਖੇ ਦਰਜ ਕਰਵਾਏ। [605,794,963,835]
change-of-name-title: CHANGE OF NAME [29,531,212,559]
classified-entry [1350,320,1529,360]
classified-entry [976,818,1151,886]
public-notice [599,103,969,198]
classified-entry [976,1385,1151,1466]
public-notice [599,204,969,370]
classified-entry-text: ਮੈਂ ਨਰਿੰਦਰ ਸਿੰਘ ਵਾਸੀ ਪਿੰਡ ਮਾਨਾਂ ਆਪਣੇ ਪੁੱਤਰ ਅਤੇ ਉਸਦੀ ਪਤਨੀ ਨੂੰ ਬੇਦਖਲ ਕਰਦਾ ਹਾਂ। [1353,689,1525,714]
masthead-section: ਪੀ.ਟੀ. ਪਲੱਸ [222,37,1093,81]
classified-entry-text: I, Arvinder Singh S/o Parkash Singh R/o. 127 Majitha Road, Near Anand Cement store City Avenue Nausehra Amritsar have Changed my name to Arvinder Singh. [980,1391,1140,1457]
public-notice [599,476,969,570]
classified-entry [976,1466,1151,1534]
classified-entry-text: ਮੈਂ ਜੋਗਿੰਦਰ ਸਿੰਘ ਵਾਸੀ ਪਿੰਡ ਭੰਗਾਲੀ ਕਲਾਂ ਆਪਣੇ ਪੁੱਤਰ ਨੂੰ ਬੇਦਖਲ ਕਰਦਾ ਹਾਂ। [1353,810,1505,835]
public-notice-body: ਕੇਸ ਨੰਬਰ: 20/ਸੈ-3/ਮਿਤੀ 01-11-2022 ਅਗਲੀ ਤਾਰੀਖ: 09-09-2025। ਸੁਖਵਿੰਦਰ ਸਿੰਘ ਪੁੱਤਰ ਗੁਰਦੇਵ ਸਿੰਘ ਬਨਾਮ ਹਰਜੀਤ ਕੌਰ ਆਦਿ। ਖਸਰਾ ਨੰਬਰ 2415/2412(16-4), 2416/2412(8-10), 1098(15-2) ਕਿੱਤਾ ਵਾਕਿਆ ਮੌਜਾ ਰਾਜੋਵਾਲ। ਜੇ ਕੋਈ ਇਤਰਾਜ਼ ਹੋਵੇ ਤਾਂ ਹਾਜ਼ਰ ਹੋਵੇ। [227,881,586,921]
classified-entry-text: ਮੈਂ ਅਮਰਜੀਤ ਸਿੰਘ ਪੁੱਤਰ ਬਚਨ ਸਿੰਘ ਵਾਸੀ ਫਿਰੋਜ਼ਪੁਰ ਆਪਣੇ ਪੁੱਤਰ ਨੂੰ ਬੇਦਖਲ ਕਰਦਾ ਹਾਂ। [1353,729,1510,755]
bullet-icon [980,894,987,902]
classified-entry [976,1142,1151,1236]
public-notice-title: ਪਬਲਿਕ ਨੋਟਿਸ [223,634,591,660]
classified-entry-text: ਮੈਂ, ਅਮਰੀਕ ਸਿੰਘ ਵਾਸੀ ਪਿੰਡ ਫਗਵਾੜਾ ਨੇ ਆਪਣਾ ਨਾਮ ਬਦਲ ਕੇ ਅਮਰੀਕ ਸਿੰਘ ਪੁਰੇਵਾਲ ਰੱਖ ਲਿਆ ਹੈ। [1162,205,1331,244]
bullet-icon [1353,368,1361,376]
public-notice-heading: PUBLIC NOTICE [1159,912,1342,945]
classified-entry-text: I Sarbjit Kaur Mehal W/O Late Amar Singh Mehal R/O Vill. Dhilwan P.O. Tharaj (Moga) Changed Minor Daughter's Name Rajvir Kaur Mehal To Rajveer Kaur. [980,745,1147,810]
classified-entry-text: I Paramjit Kaur wife of Pawan Kumar Resident of House No 23 Ekta Nagar Ichhe Wala Road Ward No. 09 Ferozepur City Have changed my name to Paramjeet Kaur. [980,353,1139,433]
bullet-icon [980,1393,987,1400]
bullet-icon [1353,408,1361,415]
public-notice-signature: ਤਹਿਸੀਲਦਾਰ-ਕਮ ਸਹਾਇਕ ਕੁਲੈਕਟਰ ਦਰਜਾ ਪਹਿਲਾ [799,353,963,364]
classified-entry-text: I, Ramandeep Kaur Waraich W/o Dilbag Singh R/o VPO Chabba, Chardi Patti Chabba TarnTaran Road Distt. Amritsar Punjab declare that Dilbag Singh and Dilbagh Singh both names are of one and Same person [980,1648,1147,1740]
registration-mark-left: CMYK [39,12,87,25]
classified-entry [976,1533,1151,1641]
column-rule [1155,161,1156,2349]
bullet-icon [980,988,987,996]
classified-entry-text: I, PARVEEN KUMARI W/o KULWANT SINGH R/o WARD NO. 1, KHEMKARAN, TEHSIL PATTI, DISTRICT TARN TARAN HAVE CHANGED MY NAME TO PARVEEN BHALLA. ALL CONCERNED PLEASE NOTE [980,1540,1140,1632]
classified-entry-text: ਮੈਂ ਗੋਵਿੰਦ ਸਿੰਘ ਪੁੱਤਰ ਗੋਸਾ ਸਿੰਘ ਵਾਸੀ ਨੰਗਲ ਅੰਬੀਆ ਆਪਣੇ ਲੜਕੇ ਅਤੇ ਉਸਦੀ ਪਤਨੀ ਨੂੰ ਆਪਣੀ ਚੱਲ ਅਚੱਲ ਜਾਇਦਾਦ ਤੋਂ ਬੇਦਖਲ ਕਰਦਾ ਹਾਂ। [1353,205,1515,258]
classified-entry-text: ਮੈਂ ਜਸਵੀਰ ਕੌਰ ਪਤਨੀ ਹਰਜੀਤ ਸਿੰਘ ਵਾਸੀ ਗਲੀ ਨੰਬਰ 12 ਆਪਣੇ ਪੁੱਤਰ ਨੂੰ ਬੇਦਖਲ ਕਰਦੀ ਹਾਂ। [1353,407,1511,446]
name-change-heading: ਨਾਮ ਬਦਲੀ [1159,168,1342,194]
info-body: ਪੰਜਾਬ ਟਾਇਮਜ਼ 'ਚ ਕਲਾਸੀਫਾਈਡ/ਇਸ਼ਤਿਹਾਰ ਨਾਮ ਬਦਲੀ, ਬੇਦਖਲੀ, ਜਨਤਕ ਸੂਚਨਾਵਾਂ ਅਤੇ ਕੋਰਟ ਨੋਟਿਸ ਛਪਾਉਣ ਲਈ ਸੰਪਰਕ ਕਰੋ [37,1121,204,1183]
bullet-icon [1353,690,1361,698]
classified-entry [976,643,1151,738]
bullet-icon [1162,643,1170,650]
bedakhli-heading: ਬੇਦਖਲੀ ਨੋਟਿਸ [1350,168,1529,194]
classified-entry [1159,543,1342,597]
column-rule [1346,161,1347,2349]
classified-entry [976,1641,1151,1749]
disinheritance-body: I, Kamaljit W/o Late Paramjit R/o Village Shaffipur, PO. Qadian, Distt. Jalandhar, Punjab declare that my son Munish Kumar and his wife Raveena Rani and their children all are out of my control. So I disinherit them from all my moveable and immoveable properties. Anybody deal with them at their own risk & responsibility. There will be no responsibility of me and my family. All concerned please note. [33,769,208,940]
classified-entry-text: I, Rajwinder Kaur Bhullar W/o Parminder Pal Singh R/o 137,Ajit Nagar, Sultanwind Road, Amritsar have changed my name to Rajwinder Kaur. [980,1068,1138,1134]
classified-entry [1159,198,1342,252]
classified-entry-text: ਮੈਂ ਅਮਰਜੀਤ ਕੌਰ ਪਤਨੀ ਸਵਰਨ ਸਿੰਘ ਵਾਸੀ ਮਕਾਨ ਨੰ: 14/941 ਨੇ ਆਪਣਾ ਨਾਮ ਅਮਰਜੀਤ ਕੌਰ ਰੱਖ ਲਿਆ ਹੈ। [1162,461,1339,499]
public-notice-body: 1. AVTAR SINGH S/O HARNAM SINGH Address-RESIDENCE OF 1445 SIMRAN ROAD CUX VICTORIA BC CANADA 2. LAKHWINDER KAUR BALJINDER SINGH MUKHPAL SINGH 3. NARINDER KAUR D/O BEANT SINGH Address-VILLAGE DHALIWAL TEHSIL AND DISTT GURDASPUR 4. JAGIR SINGH S/O JOGINDER SINGH Address-VILLAGE PATTAR KALAN SUB TEHSIL KARTARPUR DISTT JALANDHAR 5. NIRMAL SINGH 6. JAGJIT SINGH 7. BALBIR SINGH S/O NIRMAL SINGH Address-VILLAGE PATTAR KALAN SUB TEHSIL KARTARPUR DISTT JALANDHAR. [605,236,963,349]
classified-entry-text: I, Sarbjit Singh S/o Piara Singh Vpo.Ibban Kalan Tehsil & Distt.Amritsar Have Changed My Name To Sarbjit is My Given Name And Singh is My Surname. [980,987,1141,1053]
pspcl-logo [227,437,586,454]
name-change-list [1159,198,1342,508]
classified-entry [1350,400,1529,454]
classified-entry-text: ਮੈਂ ਸਤਨਾਮ ਸਿੰਘ ਪੁੱਤਰ ਗੁਰਬਚਨ ਸਿੰਘ ਵਾਸੀ ਪਿੰਡ ਖੁਰਦਪੁਰ ਆਪਣੇ ਪੁੱਤਰ ਨੂੰ ਬੇਦਖਲ ਕਰਦਾ ਹਾਂ। ਕੋਈ ਵੀ ਲੈਣ ਦੇਣ ਕਰੇਗਾ ਤਾਂ ਖੁਦ ਜ਼ਿੰਮੇਵਾਰ ਹੋਵੇਗਾ। [1353,272,1525,311]
column-rule [218,193,219,2349]
bullet-icon [1353,328,1361,335]
classified-entry-text: ਅਸੀਂ ਗਗਨਦੀਪ ਕੌਰ ਪਤਨੀ ਲਖਵਿੰਦਰ ਸਿੰਘ ਵਾਸੀ ਪਿੰਡ ਢਿੱਲਵਾਂ ਆਪਣੇ ਪੁੱਤਰ ਨੂੰ ਬੇਦਖਲ ਕਰਦੇ ਹਾਂ। [1353,514,1519,553]
change-of-name-list [1159,635,1342,729]
classified-entry-text: ਮੈਂ ਸ਼ਿੰਦਾ ਪੁੱਤਰ ਗੁਰਮੇਲ ਸਿੰਘ ਵਾਸੀ ਪਿੰਡ ਚੱਕ ਆਪਣੇ ਲੜਕੇ ਨੂੰ ਬੇਦਖਲ ਕਰਦਾ ਹਾਂ। [1353,326,1514,352]
public-notice-title: ਪਬਲਿਕ ਨੋਟਿਸ [223,850,591,875]
footer-mark-left: C·K [31,2357,52,2369]
lead-side-notice: ਕੇਸ ਨੰਬਰ: 2/ਸੈ-3/2025 ਮਿਤੀ 01-11-2022 ਅਗਲੀ ਤਾਰੀਖ 09-09-2025 ਅਧੀਨ ਧਾਰਾ ਪੰਜਾਬ ਭੌਂ ਮਾਲੀਆ ਐਕਟ। ਖਸਰਾ ਨੰਬਰ 12/1(3-8) 13(8-0) 14(8-0) 17/1(5-12) 18(8-0) 19(8-0) ਕਿੱਤਾ ਵਾਕਿਆ ਮੌਜਾ ਤਹਿਸੀਲ ਸ਼ਾਹਕੋਟ ਜ਼ਿਲ੍ਹਾ ਜਲੰਧਰ। ਇਸ ਸਬੰਧੀ ਕਿਸੇ ਨੂੰ ਕੋਈ ਇਤਰਾਜ਼ ਹੋਵੇ ਤਾਂ ਉਹ ਨਿਸ਼ਚਿਤ ਮਿਤੀ ਨੂੰ ਅਦਾਲਤ ਵਿੱਚ ਹਾਜ਼ਰ ਹੋ ਕੇ ਆਪਣਾ ਪੱਖ ਪੇਸ਼ ਕਰ ਸਕਦਾ ਹੈ। ਅੱਜ ਮਿਤੀ 21/08/2025 ਨੂੰ ਮੇਰੇ ਦਸਤਖ਼ਤ ਅਤੇ ਅਦਾਲਤ ਦੀ ਮੋਹਰ ਨਾਲ ਜਾਰੀ ਕੀਤਾ ਗਿਆ। [27,339,214,430]
pspcl-ref: 812/C584/25 / 25/08/2025 [462,496,586,507]
disinheritance-box [27,724,214,948]
classified-entry-text: I GURWINDER PAL SINGH MUTTI SON OF AVTAR SINGH RESIDENT OF BASTI HARIPUR DASTUL SAHIBWALA DISTRICT FEROZEPUR HAVE CHANGED MY NAME TO GURWINDER PAL SINGH. [980,447,1148,527]
bullet-icon [980,1972,987,1980]
classified-entry-text: I Shakuntala W/o Rajesh Mahajan R/o 136/3, Dharampura colony,Batala, Gurdaspur have changed my name to Shakunta Mahajan. [980,1243,1148,1309]
bullet-icon [1162,206,1170,214]
public-notice-signature: ਸਹਾਇਕ ਕੁਲੈਕਟਰ ਦਰਜਾ ਪਹਿਲਾ, ਮੰਡ [841,654,963,664]
bullet-icon [1353,516,1361,524]
lead-body-3: ਜਿਸ ਦਾ ਪਿੰਡ ਦੇ ਸਹਿਯੋਗ ਨਾਲ ਕੰਮ ਸ਼ੁਰੂ ਹੈ। ਇਸ ਮੌਕੇ ਸਰਦਾਰ ਸਿੰਘ ਧੁੰਨ, ਗੁਰਜੰਟ ਸਿੰਘ ਪ੍ਰਧਾਨ, ਸੁਖਵਿੰਦਰ ਸਿੰਘ, ਜਸਬੀਰ ਸਿੰਘ ਕੰਬੋਜ, ਰਣਜੀਤ ਸਿੰਘ, ਗੁਰਪ੍ਰੀਤ ਸਿੰਘ, ਮਨਜੀਤ ਸਿੰਘ ਸਮੇਤ ਹੋਰ ਪਤਵੰਤੇ ਹਾਜ਼ਰ ਸਨ। [410,356,591,426]
bullet-icon [980,206,987,214]
public-notice-body: ਕੇਸ ਨੰਬਰ: 26/ਸੈ-3/ਮਿਤੀ 01-11-2022 ਅਗਲੀ ਤਾਰੀਖ: 09-09-2025। ਪਰਮਜੀਤ ਸਿੰਘ ਪੁੱਤਰ ਅਜੀਤ ਸਿੰਘ ਬਨਾਮ ਕਸ਼ਮੀਰ ਸਿੰਘ ਆਦਿ। ਖਸਰਾ ਨੰਬਰ 1413/1087(15-0), 1516/1403/1082(8-4) ਕਿੱਤਾ ਵਾਕਿਆ ਮੌਜਾ ਕੋਟਲਾ। ਹਾਜ਼ਰ ਹੋ ਕੇ ਆਪਣਾ ਪੱਖ ਪੇਸ਼ ਕਰੋ। [227,981,586,1022]
bullet-icon [980,449,987,457]
bullet-icon [1353,461,1361,469]
classified-entry-text: ਮੈਂ ਹਰਵਿੰਦਰ ਸਿੰਘ ਪੁੱਤਰ ਹਰਬੰਸ ਸਿੰਘ ਨੇ ਆਪਣਾ ਨਾਮ ਹਰਵਿੰਦਰ ਸਿੰਘ ਰੱਖ ਲਿਆ ਹੈ। [1162,420,1338,446]
masthead-logo: ਪੰਜਾਬ ਟਾਇਮਜ਼ [27,37,222,81]
classified-entry-text: I hitherto known as GAURAV S/o SURENDER R/o WARD NO. 07, LOHARU, DISTT BHIWANI (HARYANA-127201), have changed my name and shall hereafter be known as GAURAV MITAWA. [980,1755,1142,1835]
pspcl-name: Punjab State Power Corporation Limited [276,438,480,453]
info-phone: 94174-00023 [72,1190,170,1206]
public-notice-title: ਪਬਲਿਕ ਨੋਟਿਸ [28,955,213,980]
classified-entry-text: ਮੈਂ ਬਲਵੀਰ ਸਿੰਘ ਪੁੱਤਰ ਪ੍ਰੀਤਮ ਸਿੰਘ ਵਾਸੀ 1001/3 ਆਪਣੇ ਲੜਕੇ ਨੂੰ ਬੇਦਖਲ ਕਰਦਾ ਹਾਂ। [1353,649,1511,674]
public-notice-title: ਪਬਲਿਕ ਨੋਟਿਸ [600,577,968,603]
